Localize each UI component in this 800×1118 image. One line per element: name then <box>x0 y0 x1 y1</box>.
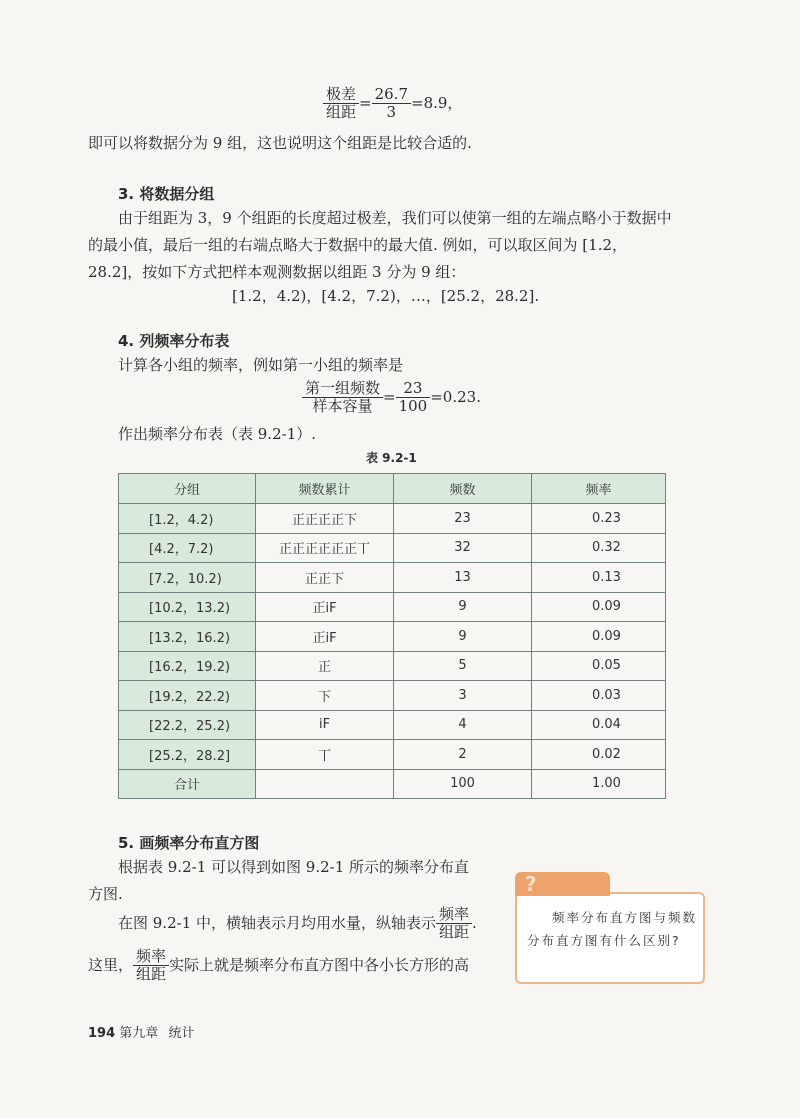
tally-cell: 正正正正下 <box>256 504 394 534</box>
count-cell: 23 <box>394 504 532 534</box>
frequency-cell: 0.13 <box>532 563 666 593</box>
page-footer <box>88 1022 194 1041</box>
paragraph-text: 在图 9.2-1 中，横轴表示月均用水量，纵轴表示 <box>118 913 437 932</box>
page-number: 194 <box>88 1026 116 1041</box>
frequency-cell: 0.09 <box>532 592 666 622</box>
frequency-cell: 0.04 <box>532 710 666 740</box>
fraction-values <box>372 86 411 122</box>
formula-result: =8.9， <box>411 93 463 112</box>
formula-result: =0.23. <box>430 387 481 406</box>
tally-cell: iF <box>256 710 394 740</box>
equals-sign: = <box>383 387 396 406</box>
frequency-cell: 0.23 <box>532 504 666 534</box>
paragraph-line: 的最小值，最后一组的右端点略大于数据中的最大值. 例如，可以取区间为 [1.2， <box>88 236 628 254</box>
fraction-values <box>396 380 431 416</box>
paragraph-text: 这里， <box>88 955 134 974</box>
count-cell: 9 <box>394 592 532 622</box>
group-cell: 合计 <box>119 769 256 799</box>
fraction-numerator: 频率 <box>133 948 169 966</box>
table-row <box>119 533 666 563</box>
table-header-row <box>119 474 666 504</box>
fraction-numerator: 26.7 <box>372 86 411 104</box>
tally-cell: 正正正正正正丅 <box>256 533 394 563</box>
frequency-cell: 0.05 <box>532 651 666 681</box>
paragraph-line-with-fraction <box>88 948 469 984</box>
paragraph-line: 方图. <box>88 885 123 903</box>
table-total-row <box>119 769 666 799</box>
paragraph-text: . <box>472 913 477 932</box>
tally-cell: 丅 <box>256 740 394 770</box>
table-row <box>119 592 666 622</box>
count-cell: 9 <box>394 622 532 652</box>
frequency-cell: 0.02 <box>532 740 666 770</box>
fraction-count-over-size <box>302 380 383 416</box>
tally-cell: 下 <box>256 681 394 711</box>
tally-cell: 正 <box>256 651 394 681</box>
paragraph-line: 由于组距为 3，9 个组距的长度超过极差，我们可以使第一组的左端点略小于数据中 <box>118 209 672 227</box>
fraction-numerator: 23 <box>396 380 431 398</box>
table-row <box>119 504 666 534</box>
fraction-numerator: 第一组频数 <box>302 380 383 398</box>
paragraph-line: 根据表 9.2-1 可以得到如图 9.2-1 所示的频率分布直 <box>118 858 470 876</box>
count-cell: 3 <box>394 681 532 711</box>
count-cell: 13 <box>394 563 532 593</box>
fraction-frequency-over-width <box>133 948 169 984</box>
section-heading-5: 5. 画频率分布直方图 <box>118 834 260 852</box>
fraction-frequency-over-width <box>436 906 472 942</box>
formula-first-group-frequency <box>302 380 481 416</box>
tally-cell: 正正下 <box>256 563 394 593</box>
thinking-box <box>515 872 705 984</box>
chapter-label: 第九章 <box>119 1026 159 1041</box>
paragraph-line: 作出频率分布表（表 9.2-1）. <box>118 425 317 443</box>
fraction-denominator: 样本容量 <box>312 397 373 416</box>
group-cell: [19.2，22.2) <box>119 681 256 711</box>
count-cell: 32 <box>394 533 532 563</box>
table-caption: 表 9.2-1 <box>366 451 417 465</box>
group-cell: [1.2，4.2) <box>119 504 256 534</box>
fraction-denominator: 3 <box>386 103 397 122</box>
fraction-range-width <box>323 86 359 122</box>
frequency-cell: 0.09 <box>532 622 666 652</box>
group-cell: [22.2，25.2) <box>119 710 256 740</box>
section-heading-4: 4. 列频率分布表 <box>118 332 230 350</box>
paragraph-text: 实际上就是频率分布直方图中各小长方形的高 <box>169 955 470 974</box>
column-header: 分组 <box>119 474 256 504</box>
group-cell: [4.2，7.2) <box>119 533 256 563</box>
frequency-cell: 1.00 <box>532 769 666 799</box>
section-heading-3: 3. 将数据分组 <box>118 185 215 203</box>
table-row <box>119 651 666 681</box>
column-header: 频数累计 <box>256 474 394 504</box>
count-cell: 4 <box>394 710 532 740</box>
column-header: 频数 <box>394 474 532 504</box>
table-row <box>119 622 666 652</box>
frequency-cell: 0.32 <box>532 533 666 563</box>
paragraph-line: 计算各小组的频率，例如第一小组的频率是 <box>118 356 404 374</box>
frequency-cell: 0.03 <box>532 681 666 711</box>
thinking-box-tab <box>515 872 610 896</box>
equals-sign: = <box>359 93 372 112</box>
group-cell: [16.2，19.2) <box>119 651 256 681</box>
table-row <box>119 681 666 711</box>
tally-cell <box>256 769 394 799</box>
count-cell: 5 <box>394 651 532 681</box>
chapter-title: 统计 <box>168 1026 195 1041</box>
paragraph-line: 28.2]，按如下方式把样本观测数据以组距 3 分为 9 组： <box>88 263 466 281</box>
group-cell: [10.2，13.2) <box>119 592 256 622</box>
column-header: 频率 <box>532 474 666 504</box>
tally-cell: 正iF <box>256 592 394 622</box>
fraction-denominator: 组距 <box>136 965 167 984</box>
question-mark-icon: ? <box>525 872 537 896</box>
table-row <box>119 740 666 770</box>
paragraph-groups: 即可以将数据分为 9 组，这也说明这个组距是比较合适的. <box>88 134 472 152</box>
formula-range-over-width <box>323 86 462 122</box>
fraction-denominator: 组距 <box>326 103 357 122</box>
count-cell: 2 <box>394 740 532 770</box>
fraction-numerator: 极差 <box>323 86 359 104</box>
count-cell: 100 <box>394 769 532 799</box>
thinking-box-text: 频率分布直方图与频数分布直方图有什么区别? <box>527 910 698 948</box>
group-cell: [7.2，10.2) <box>119 563 256 593</box>
tally-cell: 正iF <box>256 622 394 652</box>
fraction-numerator: 频率 <box>436 906 472 924</box>
table-row <box>119 563 666 593</box>
group-cell: [25.2，28.2] <box>119 740 256 770</box>
fraction-denominator: 100 <box>398 397 428 416</box>
table-row <box>119 710 666 740</box>
interval-list: [1.2，4.2)，[4.2，7.2)，…，[25.2，28.2]. <box>232 287 540 305</box>
group-cell: [13.2，16.2) <box>119 622 256 652</box>
fraction-denominator: 组距 <box>439 923 470 942</box>
paragraph-line-with-fraction <box>118 906 477 942</box>
frequency-table <box>118 473 666 799</box>
